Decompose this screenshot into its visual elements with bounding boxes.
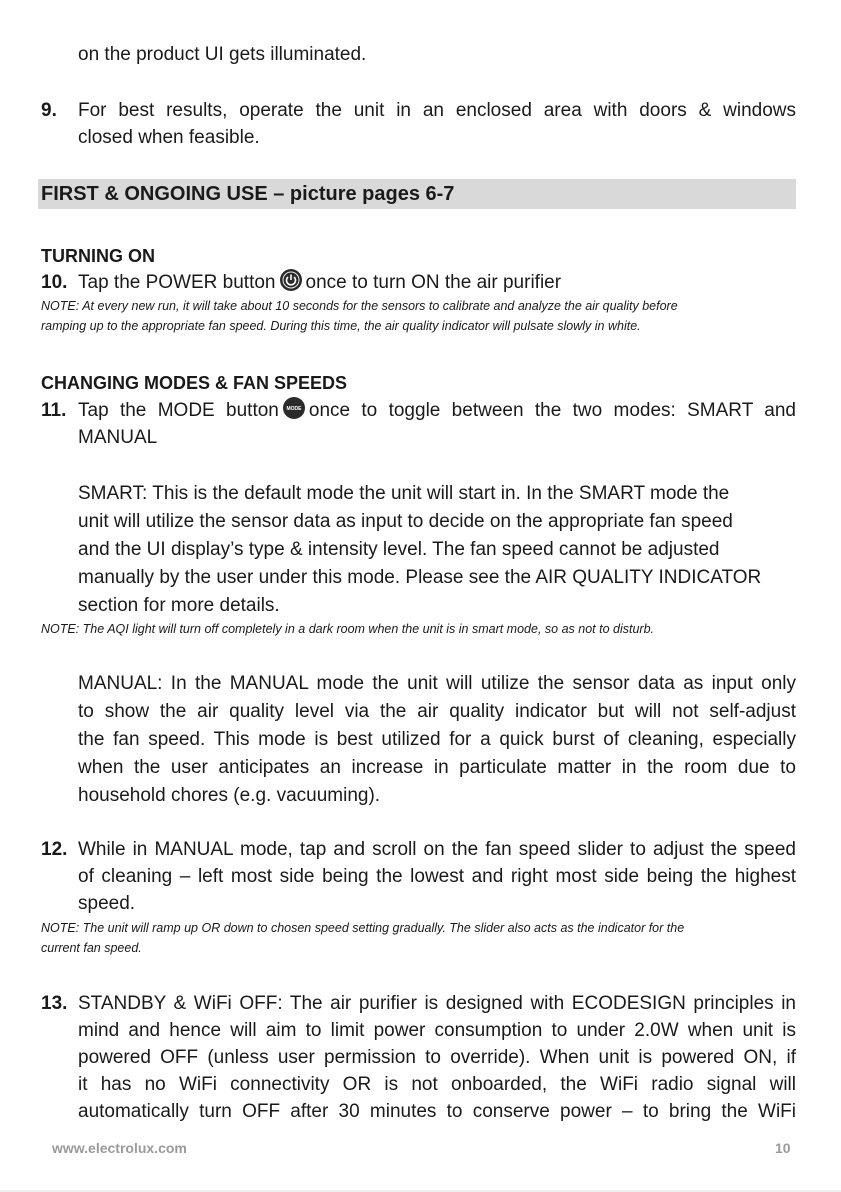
item-12-number: 12.: [41, 839, 68, 860]
footer-page-number: 10: [775, 1140, 791, 1156]
item-12-line-1: While in MANUAL mode, tap and scroll on the fan speed slider to adjust the speed: [78, 839, 796, 860]
footer-website: www.electrolux.com: [52, 1140, 187, 1156]
item-10-note-line-1: NOTE: At every new run, it will take about 10 seconds for the sensors to calibrate and analyze the air quality before: [41, 299, 678, 313]
smart-line-3: and the UI display’s type & intensity level. The fan speed cannot be adjusted: [78, 539, 720, 560]
item-12-note-line-1: NOTE: The unit will ramp up OR down to chosen speed setting gradually. The slider also acts as the indicator for the: [41, 921, 685, 935]
item-9-line-2: closed when feasible.: [78, 127, 260, 148]
item-13-line-3: powered OFF (unless user permission to override). When unit is powered ON, if: [78, 1047, 796, 1068]
smart-note: NOTE: The AQI light will turn off completely in a dark room when the unit is in smart mode, so as not to disturb.: [41, 622, 654, 636]
item-12-line-2: of cleaning – left most side being the lowest and right most side being the highest: [78, 866, 796, 887]
item-11-line-1: [78, 397, 796, 424]
section-header-band: [38, 179, 796, 209]
item-10-number: 10.: [41, 272, 68, 293]
smart-line-2: unit will utilize the sensor data as input to decide on the appropriate fan speed: [78, 511, 733, 532]
smart-line-4: manually by the user under this mode. Please see the AIR QUALITY INDICATOR: [78, 567, 762, 588]
item-10-text: [78, 269, 561, 296]
item-11-line-2: MANUAL: [78, 427, 158, 448]
item-11-text-before: Tap the MODE button: [78, 400, 279, 421]
item-13-line-4: it has no WiFi connectivity OR is not onboarded, the WiFi radio signal will: [78, 1074, 796, 1095]
item-11-number: 11.: [41, 400, 67, 421]
manual-line-2: to show the air quality level via the air quality indicator but will not self-adjust: [78, 701, 796, 722]
manual-line-1: MANUAL: In the MANUAL mode the unit will utilize the sensor data as input only: [78, 673, 796, 694]
item-10-text-after: once to turn ON the air purifier: [305, 272, 562, 293]
item-13-line-2: mind and hence will aim to limit power consumption to under 2.0W when unit is: [78, 1020, 796, 1041]
item-13-line-1: STANDBY & WiFi OFF: The air purifier is designed with ECODESIGN principles in: [78, 993, 796, 1014]
manual-line-4: when the user anticipates an increase in particulate matter in the room due to: [78, 757, 796, 778]
item-9-number: 9.: [41, 100, 57, 121]
item-10-note-line-2: ramping up to the appropriate fan speed. During this time, the air quality indicator will pulsate slowly in white.: [41, 319, 641, 333]
item-9-line-1: For best results, operate the unit in an enclosed area with doors & windows: [78, 100, 796, 121]
manual-line-5: household chores (e.g. vacuuming).: [78, 785, 381, 806]
power-icon: [280, 269, 302, 291]
continued-text: on the product UI gets illuminated.: [78, 44, 367, 65]
turning-on-heading: TURNING ON: [41, 246, 155, 266]
mode-icon-label: MODE: [286, 406, 302, 412]
smart-line-5: section for more details.: [78, 595, 280, 616]
mode-icon: [283, 397, 305, 419]
item-10-text-before: Tap the POWER button: [78, 272, 276, 293]
item-11-text-after: once to toggle between the two modes: SMART and: [308, 400, 796, 421]
smart-line-1: SMART: This is the default mode the unit will start in. In the SMART mode the: [78, 483, 730, 504]
section-header: FIRST & ONGOING USE – picture pages 6-7: [41, 183, 455, 205]
item-13-line-5: automatically turn OFF after 30 minutes to conserve power – to bring the WiFi: [78, 1101, 796, 1122]
manual-line-3: the fan speed. This mode is best utilized for a quick burst of cleaning, especially: [78, 729, 796, 750]
item-12-line-3: speed.: [78, 893, 136, 914]
item-12-note-line-2: current fan speed.: [41, 941, 142, 955]
item-13-number: 13.: [41, 993, 68, 1014]
changing-modes-heading: CHANGING MODES & FAN SPEEDS: [41, 373, 348, 393]
